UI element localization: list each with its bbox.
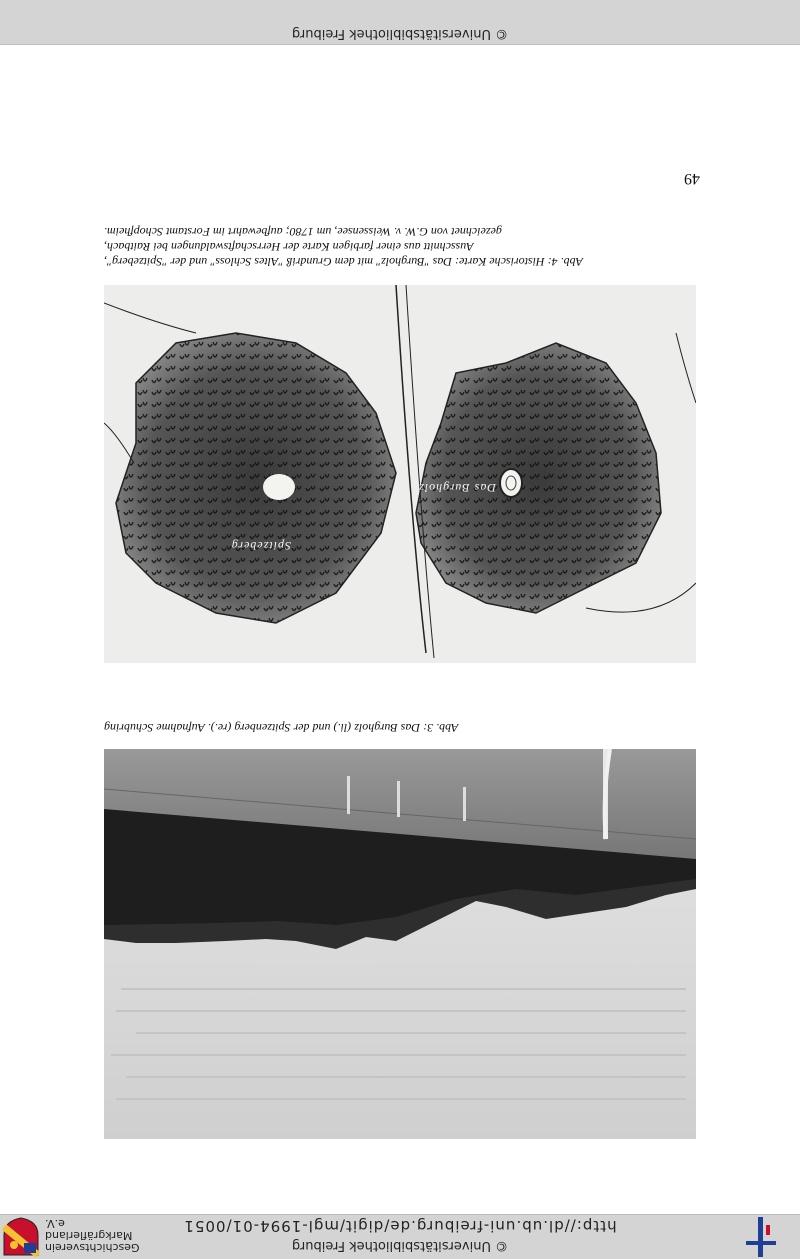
footer-copyright-text: © Universitätsbibliothek Freiburg — [291, 26, 509, 41]
society-name — [45, 1217, 155, 1253]
photo-burgholz-spitzenberg — [104, 749, 696, 1139]
figure-4-caption-line-2: Ausschnitt aus einer farbigen Karte der Herrschaftswaldungen bei Raitbach, — [104, 240, 474, 254]
header-bar — [0, 1214, 800, 1259]
figure-4-caption — [104, 224, 696, 269]
figure-3-caption: Abb. 3: Das Burgholz (li.) und der Spitzenberg (re.). Aufnahme Schubring — [104, 721, 459, 735]
historic-map — [104, 285, 696, 663]
society-line-2: Markgräflerland e.V. — [45, 1217, 133, 1242]
map-label-burgholz: Das Burgholz — [418, 481, 496, 495]
society-crest-icon — [2, 1217, 40, 1257]
copyright-text: © Universitätsbibliothek Freiburg — [291, 1238, 509, 1253]
figure-4-caption-line-3: gezeichnet von G.W. v. Weissensee, um 1780; aufbewahrt im Forstamt Schopfheim. — [104, 225, 502, 239]
footer-bar — [0, 0, 800, 45]
map-label-spitzeberg: Spitzeberg — [230, 539, 291, 553]
society-line-1: Geschichtsverein — [45, 1241, 140, 1254]
figure-4-caption-line-1: Abb. 4: Historische Karte: Das "Burgholz" mit dem Grundriß "Altes Schloss" und der "Spitzeberg", — [104, 255, 583, 269]
page-number: 49 — [684, 170, 700, 187]
document-url[interactable]: http://dl.ub.uni-freiburg.de/digit/mgl-1994-01/0051 — [183, 1217, 617, 1235]
